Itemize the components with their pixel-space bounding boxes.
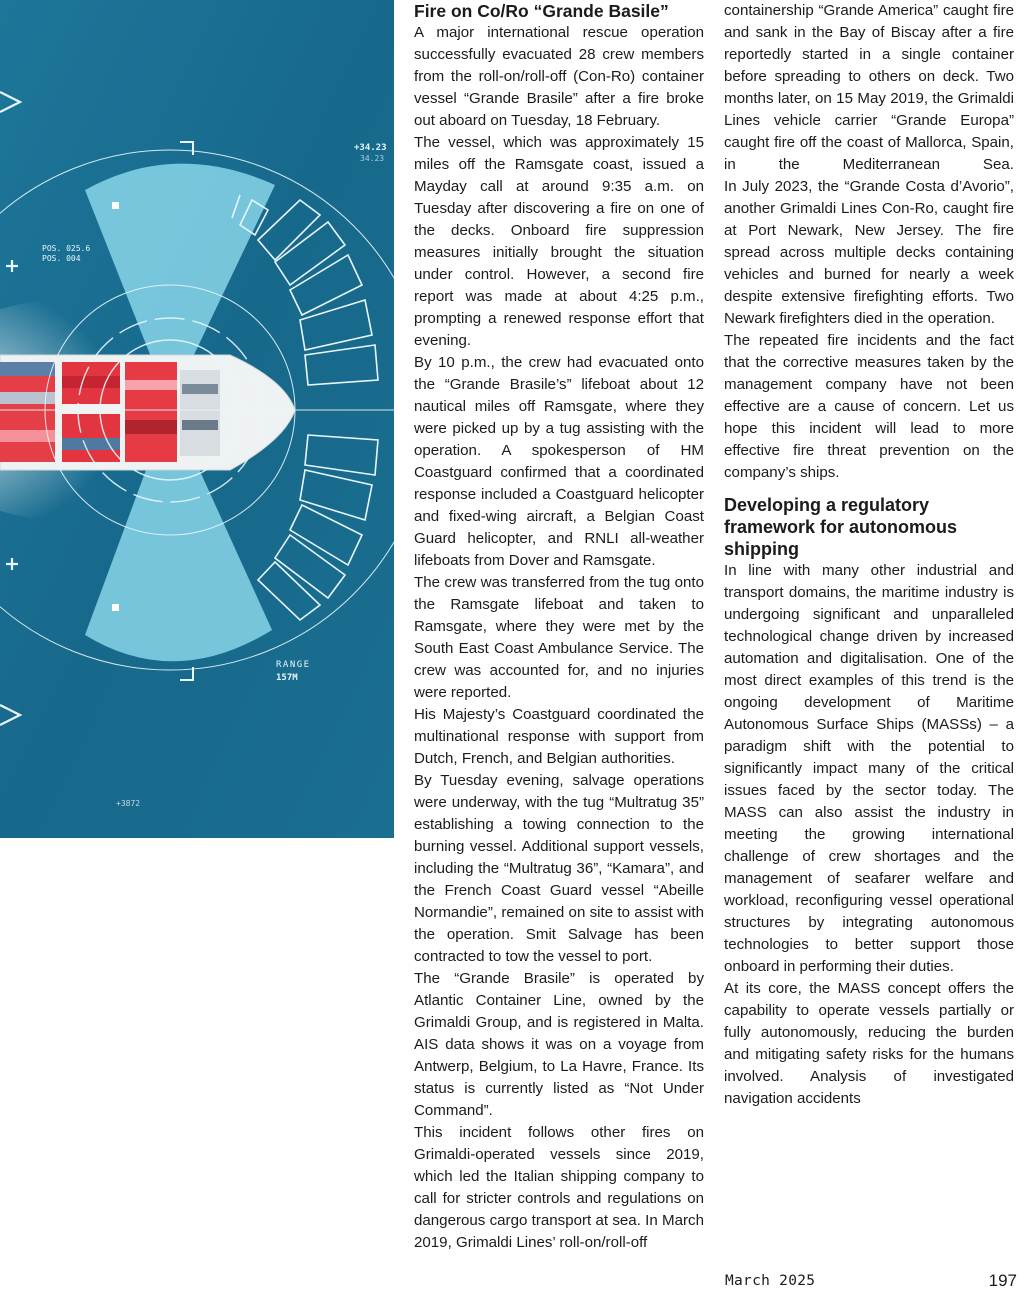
- article-column-1: [414, 0, 704, 1254]
- article-paragraph: The “Grande Brasile” is operated by Atlantic Container Line, owned by the Grimaldi Group, and is registered in Malta. AIS data shows it was on a voyage from Antwerp, Belgium, to La Havre, France. Its status is currently listed as “Not Under Command”.: [414, 970, 704, 1119]
- article-paragraph: The crew was transferred from the tug onto the Ramsgate lifeboat and taken to Ramsgate, where they were met by the South East Coast Ambulance Service. The crew was accounted for, and no injuries were reported.: [414, 574, 704, 701]
- article-paragraph: The vessel, which was approximately 15 miles off the Ramsgate coast, issued a Mayday call at around 9:35 a.m. on Tuesday after discovering a fire on one of the decks. Onboard fire suppression measures initially brought the situation under control. However, a second fire report was made at about 4:25 p.m., prompting a renewed response effort that evening.: [414, 134, 704, 349]
- hud-range-label: RANGE: [276, 660, 311, 670]
- article-paragraph: The repeated fire incidents and the fact that the corrective measures taken by the management company have not been effective are a cause of concern. Let us hope this incident will lead to more effective fire threat prevention on the company’s ships.: [724, 332, 1014, 481]
- hud-marker: [112, 604, 119, 611]
- article-title: Fire on Co/Ro “Grande Basile”: [414, 1, 669, 21]
- hud-readout-pos-sub: POS. 004: [42, 254, 81, 263]
- hud-readout-top-sub: 34.23: [360, 154, 385, 163]
- hud-readout-top: +34.23: [354, 143, 387, 153]
- article-paragraph: A major international rescue operation successfully evacuated 28 crew members from the roll-on/roll-off (Con-Ro) container vessel “Grande Brasile” after a fire broke out aboard on Tuesday, 18 February.: [414, 24, 704, 129]
- article-paragraph-continued: This incident follows other fires on Grimaldi-operated vessels since 2019, which led the Italian shipping company to call for stricter controls and regulations on dangerous cargo transport at sea. In March 2019, Grimaldi Lines’ roll-on/roll-off: [414, 1124, 704, 1251]
- article-column-2: [724, 0, 1014, 1110]
- article-paragraph: By Tuesday evening, salvage operations were underway, with the tug “Multratug 35” establishing a towing connection to the burning vessel. Additional support vessels, including the “Multratug 36”, “Kamara”, and the French Coast Guard vessel “Abeille Normandie”, remained on site to assist with the operation. Smit Salvage has been contracted to tow the vessel to port.: [414, 772, 704, 965]
- hud-code: +3872: [116, 799, 141, 808]
- hud-range-value: 157M: [276, 673, 298, 683]
- section-heading: Developing a regulatory framework for autonomous shipping: [724, 495, 958, 559]
- section-paragraph: In line with many other industrial and transport domains, the maritime industry is undergoing significant and unparalleled technological change driven by increased automation and digitalisation. One of the most direct examples of this trend is the ongoing development of Maritime Autonomous Surface Ships (MASSs) – a paradigm shift with the potential to significantly impact many of the critical issues faced by the sector today. The MASS can also assist the industry in meeting the growing international challenge of crew shortages and the management of seafarer welfare and workload, reconfiguring vessel operational structures by integrating autonomous technologies to better support those onboard in performing their duties.: [724, 562, 1014, 975]
- hud-readout-pos: POS. 025.6: [42, 244, 91, 253]
- footer-date: March 2025: [725, 1273, 816, 1289]
- article-paragraph-continuation: containership “Grande America” caught fire and sank in the Bay of Biscay after a fire reportedly started in a single container before spreading to others on deck. Two months later, on 15 May 2019, the Grimaldi Lines vehicle carrier “Grande Europa” caught fire off the coast of Mallorca, Spain, in the Mediterranean Sea.: [724, 2, 1014, 173]
- hud-marker: [112, 202, 119, 209]
- article-paragraph: By 10 p.m., the crew had evacuated onto the “Grande Brasile’s” lifeboat about 12 nautical miles off Ramsgate, where they were picked up by a tug assisting with the operation. A spokesperson of HM Coastguard confirmed that a coordinated response included a Coastguard helicopter and fixed-wing aircraft, a Belgian Coast Guard helicopter, and RNLI all-weather lifeboats from Dover and Ramsgate.: [414, 354, 704, 569]
- article-paragraph: His Majesty’s Coastguard coordinated the multinational response with support from Dutch, French, and Belgian authorities.: [414, 706, 704, 767]
- hero-image: [0, 0, 394, 838]
- article-paragraph: In July 2023, the “Grande Costa d’Avorio”, another Grimaldi Lines Con-Ro, caught fire at Port Newark, New Jersey. The fire spread across multiple decks containing vehicles and burned for nearly a week despite extensive firefighting efforts. Two Newark firefighters died in the operation.: [724, 178, 1014, 327]
- ship-hud-illustration: [0, 0, 394, 838]
- page-number: 197: [988, 1271, 1017, 1290]
- section-paragraph: At its core, the MASS concept offers the capability to operate vessels partially or fully autonomously, reducing the burden and mitigating safety risks for the humans involved. Analysis of investigated navigation accidents: [724, 980, 1014, 1107]
